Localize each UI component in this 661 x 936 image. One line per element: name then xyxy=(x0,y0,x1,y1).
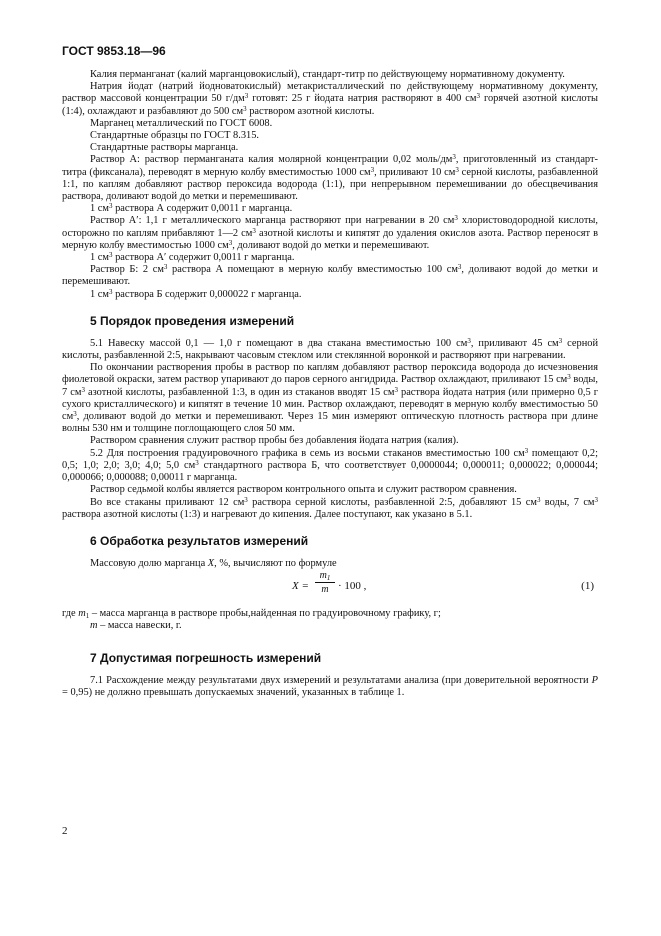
paragraph: Раствором сравнения служит раствор пробы без добавления йодата натрия (калия). xyxy=(90,435,459,447)
paragraph: Раствор седьмой колбы является раствором контрольного опыта и служит раствором сравнения. xyxy=(90,484,517,496)
paragraph: 5.2 Для построения градуировочного графика в семь из восьми стаканов вместимостью 100 $см^3$ помещают 0,2; 0,5; 1,0; 2,0; 3,0; 4,0; 5,0 $см^3$ стандартного раствора Б, что соответствует 0,0000044; 0,000011; 0,000022; 0,000044; 0,000066; 0,000088; 0,00011 г марганца. xyxy=(62,446,598,484)
paragraph: Раствор А′: 1,1 г металлического марганца растворяют при нагревании в 20 $см^3$ хлористоводородной кислоты, осторожно по каплям прибавляют 1—2 $см^3$ азотной кислоты и кипятят до удаления окислов азота. Раствор переносят в мерную колбу вместимостью 1000 $см^3$, доливают водой до метки и перемешивают. xyxy=(62,214,598,251)
document-header: ГОСТ 9853.18—96 xyxy=(62,44,166,58)
paragraph: Стандартные растворы марганца. xyxy=(90,142,239,154)
paragraph: Натрия йодат (натрий йодноватокислый) метакристаллический по действующему нормативному документу, раствор массовой концентрации 50 $г/дм^3$ готовят: 25 г йодата натрия растворяют в 400 $см^3$ горячей азотной кислоты (1:4), охлаждают и разбавляют до 500 $см^3$ раствором азотной кислоты. xyxy=(62,81,599,117)
paragraph: Раствор А: раствор перманганата калия молярной концентрации 0,02 моль/$дм^3$, приготовленный из стандарт-титра (фиксанала), переводят в мерную колбу вместимостью 1000 $см^3$, приливают 10 $см^3$ серной кислоты, разбавленной 1:1, по каплям добавляют раствор пероксида водорода (1:1), при непрерывном перемешивании до обесцвечивания раствора, доливают водой до метки и перемешивают. xyxy=(62,153,599,203)
paragraph: Массовую долю марганца X, %, вычисляют по формуле xyxy=(90,557,337,569)
paragraph: Марганец металлический по ГОСТ 6008. xyxy=(90,117,273,129)
formula-rhs: · 100 , xyxy=(338,580,367,593)
section-7-title: 7 Допустимая погрешность измерений xyxy=(90,650,322,665)
page-number: 2 xyxy=(62,825,68,837)
section-5-title: 5 Порядок проведения измерений xyxy=(90,313,295,328)
formula-where-line: m – масса навески, г. xyxy=(90,620,182,632)
paragraph: 1 $см^3$ раствора А содержит 0,0011 г марганца. xyxy=(90,202,293,215)
paragraph: Раствор Б: 2 $см^3$ раствора А помещают в мерную колбу вместимостью 100 $см^3$, доливают водой до метки и перемешивают. xyxy=(62,263,598,288)
paragraph: Калия перманганат (калий марганцовокислый), стандарт-титр по действующему нормативному документу. xyxy=(90,69,565,80)
document-body xyxy=(62,69,598,699)
paragraph: 7.1 Расхождение между результатами двух измерений и результатами анализа (при доверительной вероятности P = 0,95) не должно превышать допускаемых значений, указанных в таблице 1. xyxy=(62,674,598,698)
paragraph: Стандартные образцы по ГОСТ 8.315. xyxy=(90,130,259,142)
formula-number: (1) xyxy=(581,580,594,593)
formula-where-line: где $m_1$ – масса марганца в растворе пробы,найденная по градуировочному графику, г; xyxy=(62,608,441,621)
formula-1 xyxy=(62,570,598,608)
formula-lhs: X = xyxy=(292,580,309,593)
paragraph: 1 $см^3$ раствора Б содержит 0,000022 г марганца. xyxy=(90,287,302,300)
paragraph: По окончании растворения пробы в раствор по каплям добавляют раствор пероксида водорода до исчезновения фиолетовой окраски, затем раствор упаривают до паров серного ангидрида. Раствор охлаждают, приливают 15 $см^3$ воды, 7 $см^3$ азотной кислоты, разбавленной 1:3, в один из стаканов вводят 15 $см^3$ раствора йодата натрия (или примерно 0,5 г сухого кристаллического) и кипятят в течение 10 мин. Раствор охлаждают, переводят в мерную колбу вместимостью 50 $см^3$, доливают водой до метки и перемешивают. Через 15 мин измеряют оптическую плотность раствора при длине волны 530 нм и толщине поглощающего слоя 50 мм. xyxy=(62,362,598,435)
paragraph: 5.1 Навеску массой 0,1 — 1,0 г помещают в два стакана вместимостью 100 $см^3$, приливают 45 $см^3$ серной кислоты, разбавленной 2:5, накрывают часовым стеклом или стеклянной воронкой и растворяют при нагревании. xyxy=(62,336,599,362)
section-6-title: 6 Обработка результатов измерений xyxy=(90,533,309,548)
formula-fraction: $\frac{m_1}{m}$ xyxy=(315,570,335,596)
paragraph: 1 $см^3$ раствора А′ содержит 0,0011 г марганца. xyxy=(90,251,295,264)
paragraph: Во все стаканы приливают 12 $см^3$ раствора серной кислоты, разбавленной 2:5, добавляют 15 $см^3$ воды, 7 $см^3$ раствора азотной кислоты (1:3) и нагревают до кипения. Далее поступают, как указано в 5.1. xyxy=(62,495,599,520)
